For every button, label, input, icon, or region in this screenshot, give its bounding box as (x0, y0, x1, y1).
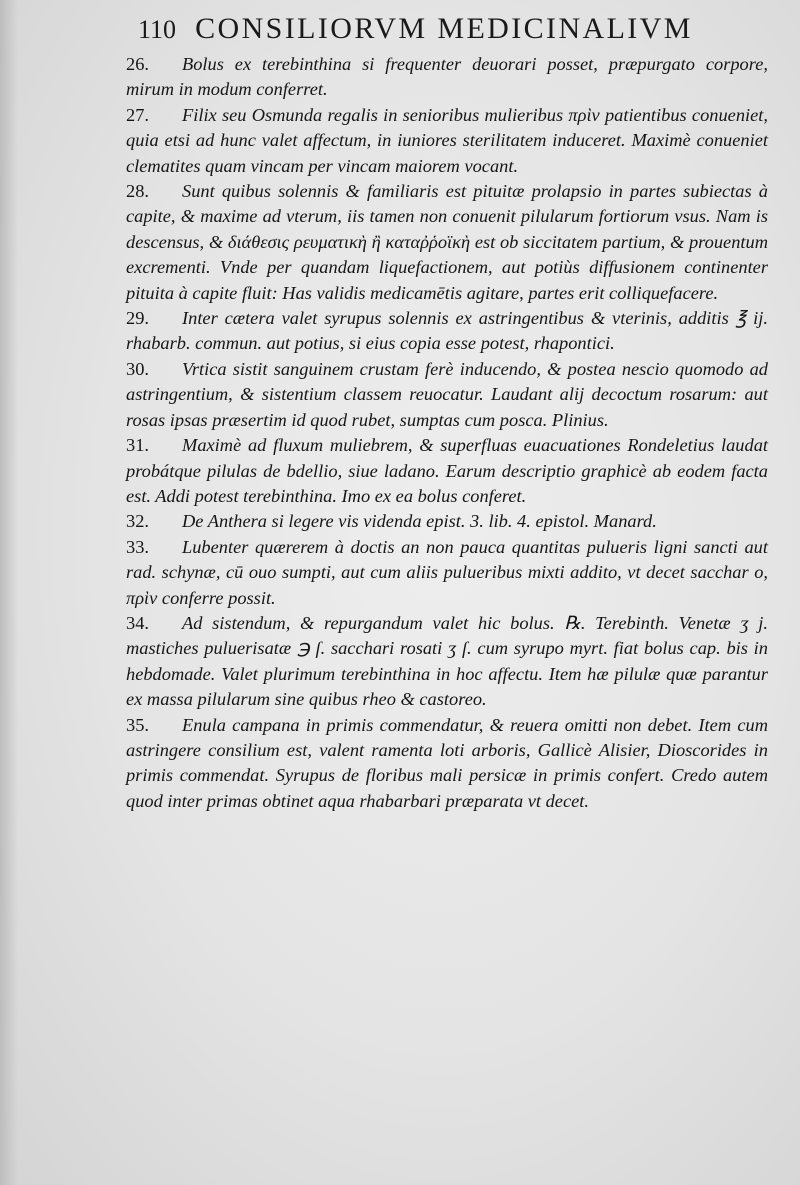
paragraph-35 (126, 713, 768, 815)
paragraph-number: 29. (126, 308, 149, 329)
paragraph-33 (126, 535, 768, 611)
paragraph-number: 28. (126, 181, 149, 202)
paragraph-text: Maximè ad fluxum muliebrem, & superfluas euacuationes Rondeletius laudat probátque pilulas de bdellio, siue ladano. Earum descriptio graphicè ab eodem facta est. Addi potest terebinthina. Imo ex ea bolus conferet. (126, 435, 768, 506)
paragraph-27 (126, 103, 768, 179)
paragraph-number: 30. (126, 358, 149, 379)
paragraph-32 (126, 509, 768, 534)
paragraph-number: 33. (126, 536, 149, 557)
running-title: CONSILIORVM MEDICINALIVM (195, 12, 693, 45)
paragraph-number: 34. (126, 612, 149, 633)
paragraph-number: 31. (126, 435, 149, 456)
paragraph-number: 35. (126, 714, 149, 735)
paragraph-number: 32. (126, 511, 149, 532)
page-header (138, 12, 778, 52)
paragraph-number: 26. (126, 54, 149, 74)
paragraph-text: Vrtica sistit sanguinem crustam ferè inducendo, & postea nescio quomodo ad astringentium, & sistentium classem reuocatur. Laudant alij decoctum rosarum: aut rosas ipsas præsertim id quod rubet, sumptas cum posca. Plinius. (126, 358, 768, 430)
paragraph-text: Sunt quibus solennis & familiaris est pituitæ prolapsio in partes subiectas à capite, & maxime ad vterum, iis tamen non conuenit pilularum fortiorum vsus. Nam is descensus, & διάθεσις ρευματικὴ ἢ καταῤῥοϊκὴ est ob siccitatem partium, & prouentum excrementi. Vnde per quandam liquefactionem, aut potiùs diffusionem continenter pituita à capite fluit: Has validis medicamētis agitare, partes erit colliquefacere. (126, 181, 768, 303)
paragraph-30 (126, 357, 768, 433)
paragraph-number: 27. (126, 104, 149, 125)
page-edge-shadow (0, 0, 18, 1185)
paragraph-31 (126, 433, 768, 509)
paragraph-text: Lubenter quærerem à doctis an non pauca quantitas pulueris ligni sancti aut rad. schynæ, cū ouo sumpti, aut cum aliis pulueribus mixti addito, vt decet sacchar o, πρὶν conferre possit. (126, 536, 768, 608)
paragraph-text: Ad sistendum, & repurgandum valet hic bolus. ℞. Terebinth. Venetæ ʒ j. mastiches puluerisatæ ℈ ſ. sacchari rosati ʒ ſ. cum syrupo myrt. fiat bolus cap. bis in hebdomade. Valet plurimum terebinthina in hoc affectu. Item hæ pilulæ quæ parantur ex massa pilularum sine quibus rheo & castoreo. (126, 612, 768, 710)
paragraph-34 (126, 611, 768, 713)
paragraph-text: Filix seu Osmunda regalis in senioribus mulieribus πρὶν patientibus conueniet, quia etsi ad hunc valet affectum, in iuniores sterilitatem induceret. Maximè conueniet clematites quam vincam per vincam maiorem vocant. (126, 104, 768, 176)
paragraph-text: De Anthera si legere vis videnda epist. 3. lib. 4. epistol. Manard. (182, 511, 657, 532)
page-number: 110 (138, 15, 177, 44)
paragraph-text: Inter cætera valet syrupus solennis ex astringentibus & vterinis, additis ℥ ij. rhabarb. commun. aut potius, si eius copia esse potest, rhapontici. (126, 308, 768, 354)
paragraph-29 (126, 306, 768, 357)
paragraph-28 (126, 179, 768, 306)
paragraph-26 (126, 52, 768, 103)
text-body (126, 52, 768, 814)
paragraph-text: Enula campana in primis commendatur, & reuera omitti non debet. Item cum astringere consilium est, valent ramenta loti arboris, Gallicè Alisier, Dioscorides in primis commendat. Syrupus de floribus mali persicæ in primis confert. Credo autem quod inter primas obtinet aqua rhabarbari præparata vt decet. (126, 714, 768, 811)
paragraph-text: Bolus ex terebinthina si frequenter deuorari posset, præpurgato corpore, mirum in modum conferret. (126, 54, 768, 100)
